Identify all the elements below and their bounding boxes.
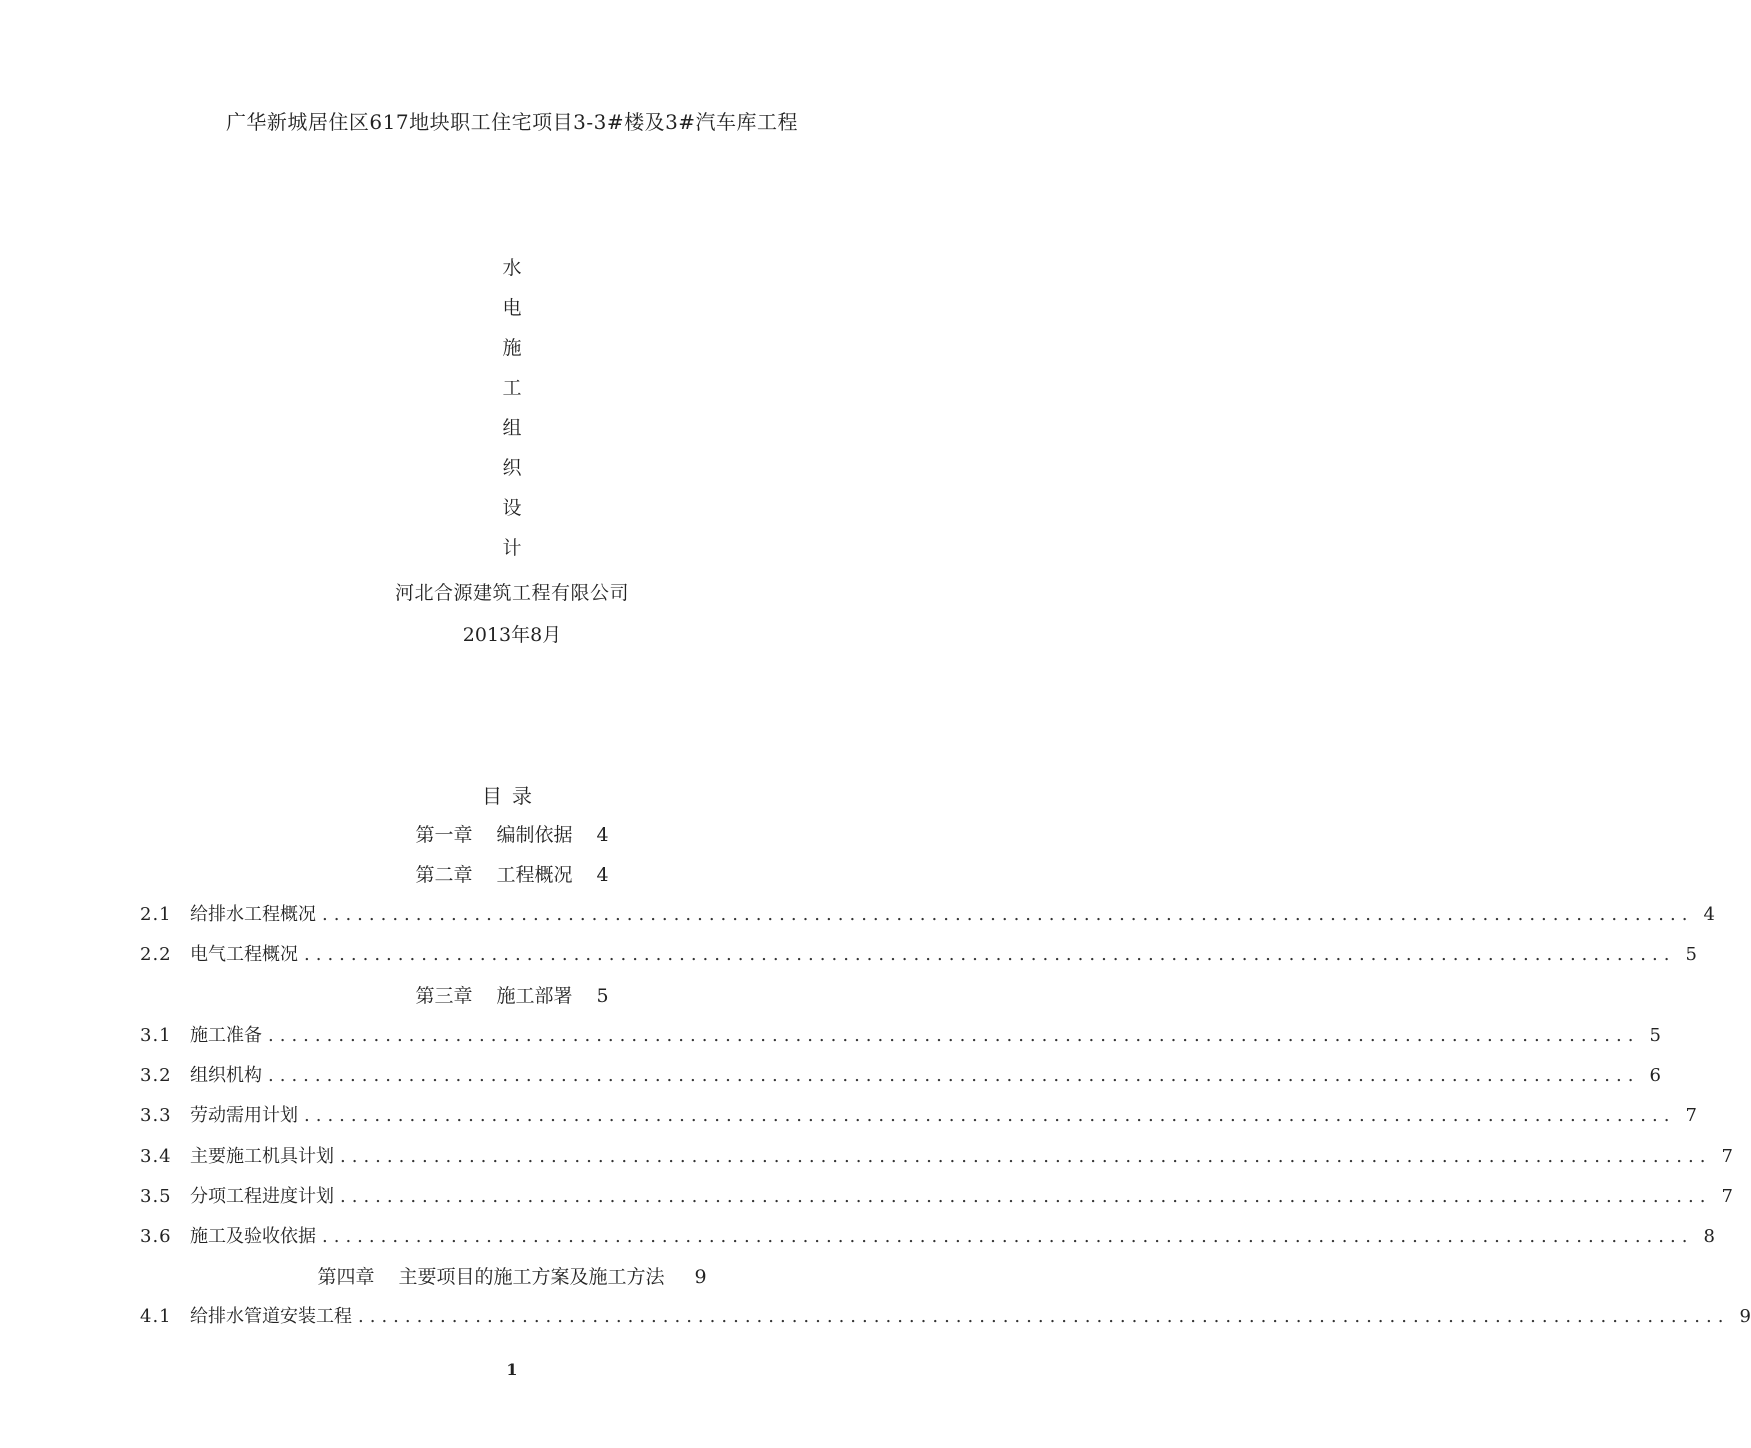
section-number: 3.1 — [140, 1025, 172, 1046]
toc-chapter-4[interactable] — [0, 1262, 1024, 1289]
company-name: 河北合源建筑工程有限公司 — [394, 582, 629, 604]
chapter-title: 施工部署 — [496, 985, 573, 1007]
chapter-page: 5 — [596, 985, 609, 1007]
doc-title-char: 设 — [502, 497, 522, 519]
section-number: 3.2 — [140, 1065, 172, 1086]
section-title: 给排水管道安装工程 — [190, 1306, 352, 1327]
section-title: 组织机构 — [190, 1065, 262, 1086]
toc-chapter-2[interactable] — [0, 860, 1024, 887]
leader-dots: ..................................................................................................................... — [304, 944, 1676, 965]
toc-chapter-3[interactable] — [0, 981, 1024, 1008]
section-number: 2.1 — [140, 904, 172, 925]
section-number: 3.3 — [140, 1105, 172, 1126]
toc-section-3-5[interactable] — [140, 1182, 1733, 1208]
section-number: 3.6 — [140, 1226, 172, 1247]
chapter-label: 第四章 — [317, 1266, 375, 1288]
doc-title-char: 施 — [502, 337, 522, 359]
section-page: 8 — [1703, 1226, 1715, 1247]
toc-section-3-2[interactable] — [140, 1061, 1661, 1087]
toc-title: 目录 — [482, 784, 542, 808]
section-page: 7 — [1685, 1105, 1697, 1126]
section-title: 施工准备 — [190, 1025, 262, 1046]
chapter-page: 4 — [596, 864, 609, 886]
toc-section-3-3[interactable] — [140, 1101, 1697, 1127]
section-page: 5 — [1685, 944, 1697, 965]
section-title: 给排水工程概况 — [190, 904, 316, 925]
section-page: 7 — [1721, 1146, 1733, 1167]
doc-title-char: 电 — [502, 297, 522, 319]
leader-dots: ..................................................................................................................... — [322, 1226, 1694, 1247]
section-title: 分项工程进度计划 — [190, 1186, 334, 1207]
chapter-title: 主要项目的施工方案及施工方法 — [398, 1266, 665, 1288]
toc-chapter-1[interactable] — [0, 820, 1024, 847]
section-title: 电气工程概况 — [190, 944, 298, 965]
leader-dots: ..................................................................................................................... — [340, 1146, 1712, 1167]
toc-section-3-6[interactable] — [140, 1222, 1715, 1248]
leader-dots: ..................................................................................................................... — [268, 1065, 1640, 1086]
page-number: 1 — [506, 1360, 518, 1379]
section-page: 6 — [1649, 1065, 1661, 1086]
leader-dots: ..................................................................................................................... — [358, 1306, 1730, 1327]
toc-section-3-4[interactable] — [140, 1142, 1733, 1168]
document-date: 2013年8月 — [462, 624, 562, 646]
chapter-page: 9 — [694, 1266, 707, 1288]
section-title: 劳动需用计划 — [190, 1105, 298, 1126]
toc-section-4-1[interactable] — [140, 1302, 1751, 1328]
toc-section-2-1[interactable] — [140, 900, 1715, 926]
section-number: 4.1 — [140, 1306, 172, 1327]
section-number: 2.2 — [140, 944, 172, 965]
toc-section-3-1[interactable] — [140, 1021, 1661, 1047]
section-number: 3.4 — [140, 1146, 172, 1167]
section-title: 主要施工机具计划 — [190, 1146, 334, 1167]
toc-section-2-2[interactable] — [140, 940, 1697, 966]
leader-dots: ..................................................................................................................... — [340, 1186, 1712, 1207]
chapter-label: 第二章 — [415, 864, 473, 886]
chapter-title: 工程概况 — [496, 864, 573, 886]
chapter-label: 第一章 — [415, 824, 473, 846]
section-page: 7 — [1721, 1186, 1733, 1207]
doc-title-char: 工 — [502, 377, 522, 399]
leader-dots: ..................................................................................................................... — [322, 904, 1694, 925]
chapter-title: 编制依据 — [496, 824, 573, 846]
doc-title-char: 水 — [502, 257, 522, 279]
section-number: 3.5 — [140, 1186, 172, 1207]
section-page: 4 — [1703, 904, 1715, 925]
leader-dots: ..................................................................................................................... — [268, 1025, 1640, 1046]
section-title: 施工及验收依据 — [190, 1226, 316, 1247]
doc-title-char: 计 — [502, 537, 522, 559]
doc-title-char: 织 — [502, 457, 522, 479]
doc-title-char: 组 — [502, 417, 522, 439]
project-title: 广华新城居住区617地块职工住宅项目3-3#楼及3#汽车库工程 — [225, 110, 799, 134]
chapter-label: 第三章 — [415, 985, 473, 1007]
section-page: 5 — [1649, 1025, 1661, 1046]
leader-dots: ..................................................................................................................... — [304, 1105, 1676, 1126]
section-page: 9 — [1739, 1306, 1751, 1327]
chapter-page: 4 — [596, 824, 609, 846]
